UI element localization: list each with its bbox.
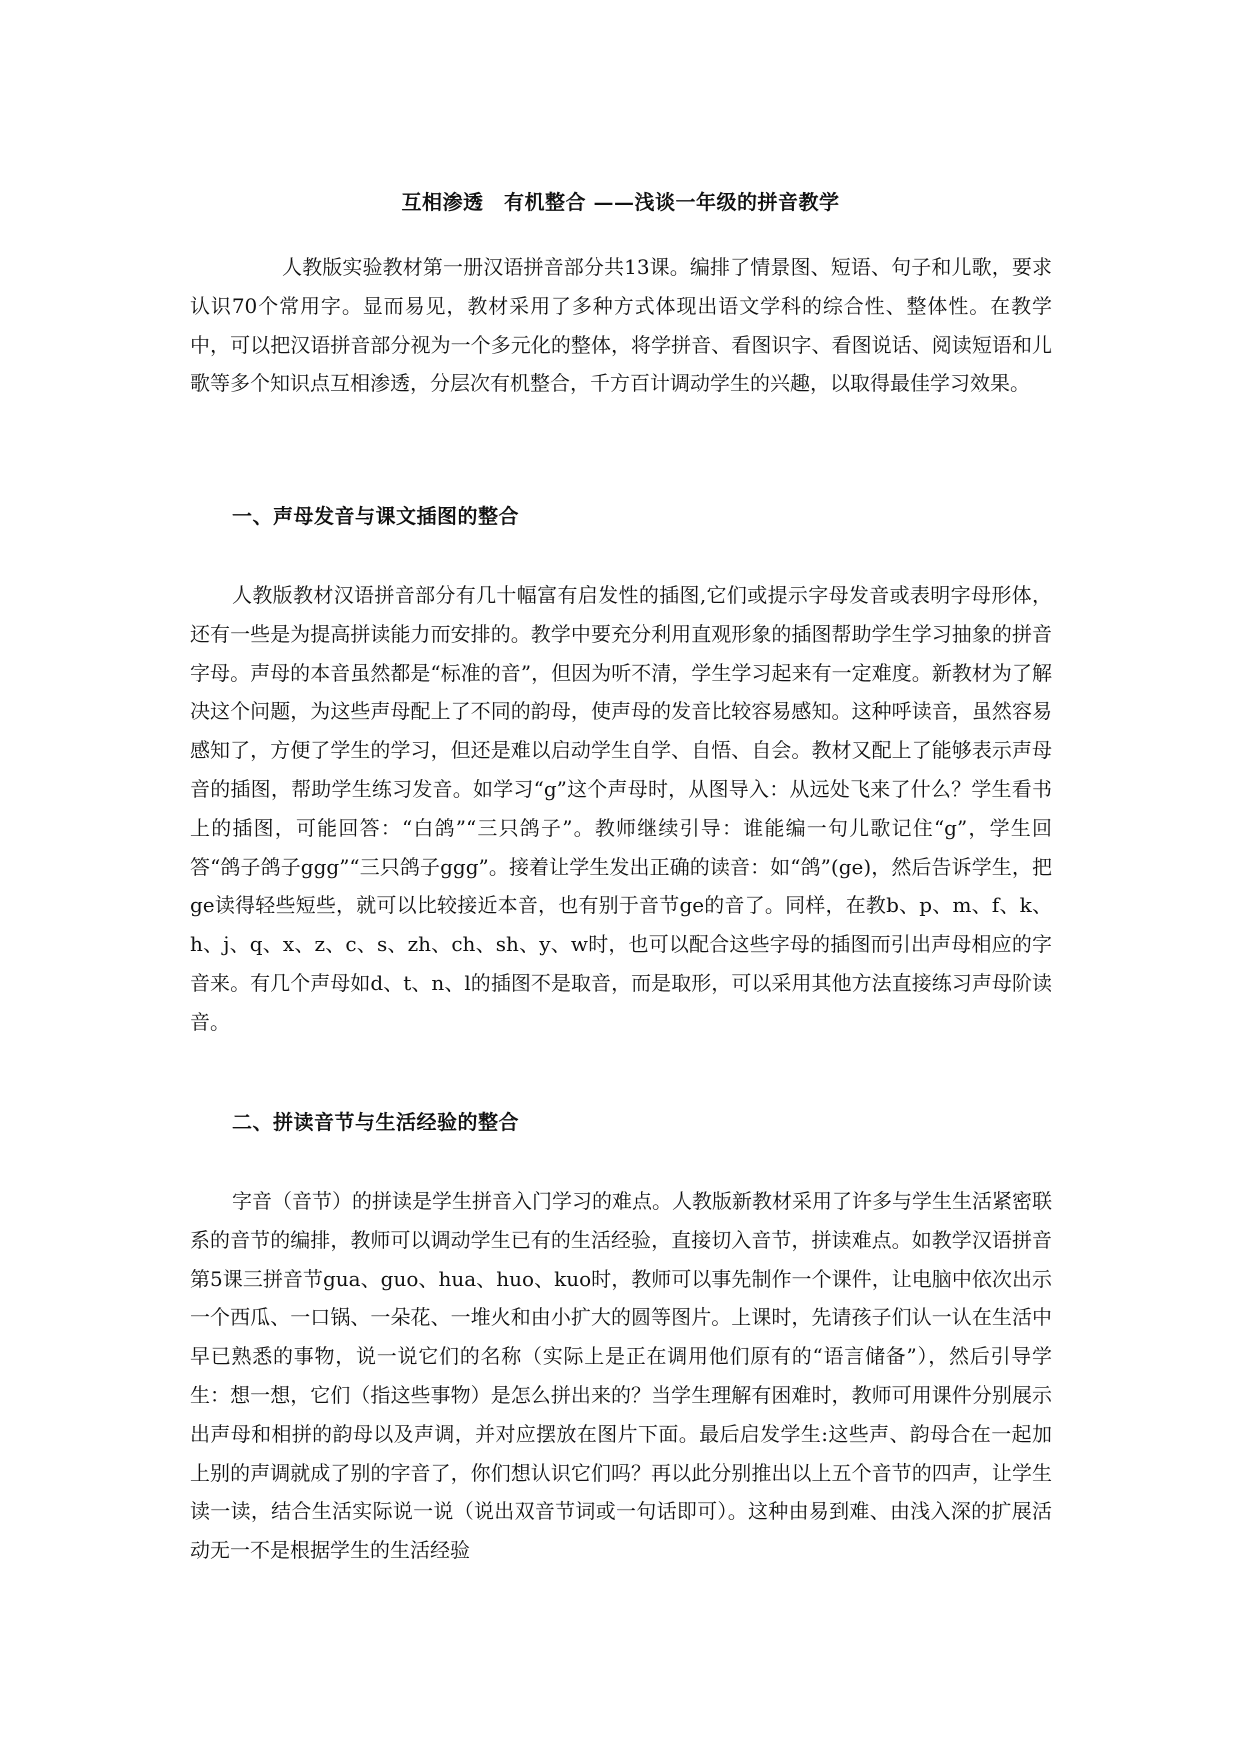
section-paragraph-1: 人教版教材汉语拼音部分有几十幅富有启发性的插图,它们或提示字母发音或表明字母形体，还有一些是为提高拼读能力而安排的。教学中要充分利用直观形象的插图帮助学生学习抽象的拼音字母。声母的本音虽然都是“标准的音”，但因为听不清，学生学习起来有一定难度。新教材为了解决这个问题，为这些声母配上了不同的韵母，使声母的发音比较容易感知。这种呼读音，虽然容易感知了，方便了学生的学习，但还是难以启动学生自学、自悟、自会。教材又配上了能够表示声母音的插图，帮助学生练习发音。如学习“g”这个声母时，从图导入：从远处飞来了什么？学生看书上的插图，可能回答：“白鸽”“三只鸽子”。教师继续引导：谁能编一句儿歌记住“g”，学生回答“鸽子鸽子ggg”“三只鸽子ggg”。接着让学生发出正确的读音：如“鸽”(ge)，然后告诉学生，把ge读得轻些短些，就可以比较接近本音，也有别于音节ge的音了。同样，在教b、p、m、f、k、h、j、q、x、z、c、s、zh、ch、sh、y、w时，也可以配合这些字母的插图而引出声母相应的字音来。有几个声母如d、t、n、l的插图不是取音，而是取形，可以采用其他方法直接练习声母阶读音。	[190, 583, 1052, 1034]
intro-paragraph: 人教版实验教材第一册汉语拼音部分共13课。编排了情景图、短语、句子和儿歌，要求认识70个常用字。显而易见，教材采用了多种方式体现出语文学科的综合性、整体性。在教学中，可以把汉语拼音部分视为一个多元化的整体，将学拼音、看图识字、看图说话、阅读短语和儿歌等多个知识点互相渗透，分层次有机整合，千方百计调动学生的兴趣，以取得最佳学习效果。	[190, 255, 1052, 396]
document-title: 互相渗透 有机整合 ——浅谈一年级的拼音教学	[401, 190, 840, 214]
section-heading-2: 二、拼读音节与生活经验的整合	[232, 1110, 519, 1134]
section-heading-1: 一、声母发音与课文插图的整合	[232, 504, 519, 528]
section-paragraph-2: 字音（音节）的拼读是学生拼音入门学习的难点。人教版新教材采用了许多与学生生活紧密联系的音节的编排，教师可以调动学生已有的生活经验，直接切入音节，拼读难点。如教学汉语拼音第5课三拼音节gua、guo、hua、huo、kuo时，教师可以事先制作一个课件，让电脑中依次出示一个西瓜、一口锅、一朵花、一堆火和由小扩大的圆等图片。上课时，先请孩子们认一认在生活中早已熟悉的事物，说一说它们的名称（实际上是正在调用他们原有的“语言储备”），然后引导学生：想一想，它们（指这些事物）是怎么拼出来的？当学生理解有困难时，教师可用课件分别展示出声母和相拼的韵母以及声调，并对应摆放在图片下面。最后启发学生:这些声、韵母合在一起加上别的声调就成了别的字音了，你们想认识它们吗？再以此分别推出以上五个音节的四声，让学生读一读，结合生活实际说一说（说出双音节词或一句话即可）。这种由易到难、由浅入深的扩展活动无一不是根据学生的生活经验	[190, 1189, 1052, 1563]
